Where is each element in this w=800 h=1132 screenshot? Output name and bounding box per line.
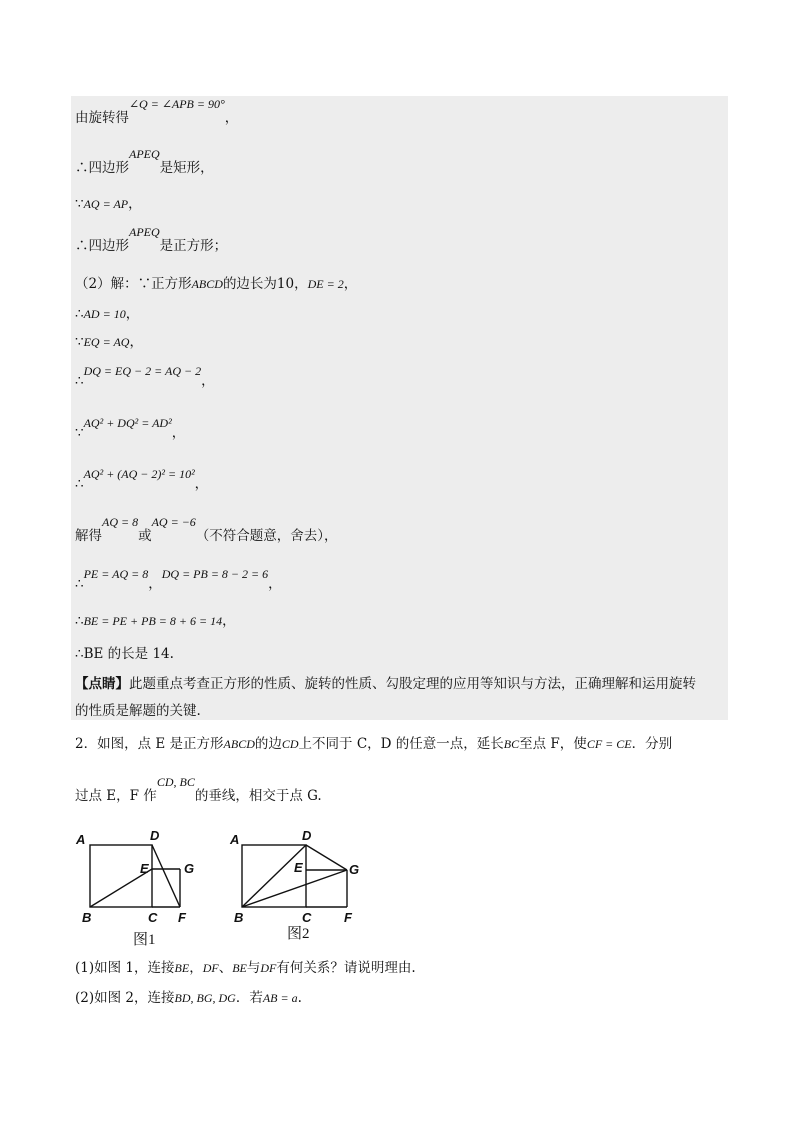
- fig1-label-g: G: [184, 861, 195, 876]
- fig2-label-e: E: [294, 860, 303, 875]
- figure-1-caption: 图1: [133, 932, 156, 948]
- fig1-label-f: F: [178, 910, 186, 925]
- solution-line-9: ∵AQ² + DQ² = AD²，: [75, 416, 186, 441]
- segment-bg: [242, 870, 347, 907]
- fig1-label-c: C: [148, 910, 158, 925]
- fig1-label-e: E: [140, 861, 149, 876]
- fig2-label-g: G: [349, 862, 360, 877]
- figure-2-caption: 图2: [287, 926, 310, 942]
- solution-line-6: ∴AD = 10，: [75, 306, 140, 322]
- fig1-label-a: A: [76, 832, 86, 847]
- fig2-label-a: A: [230, 832, 240, 847]
- segment-df: [152, 845, 180, 907]
- problem-line-1: 2．如图，点 E 是正方形ABCD的边CD上不同于 C，D 的任意一点，延长BC至点 F，使CF = CE．分别: [75, 736, 673, 752]
- fig2-label-d: D: [302, 828, 312, 843]
- solution-line-4: ∴四边形APEQ是正方形；: [75, 225, 228, 254]
- solution-line-11: 解得AQ = 8或AQ = −6（不符合题意，舍去），: [75, 515, 338, 544]
- solution-line-10: ∴AQ² + (AQ − 2)² = 10²，: [75, 467, 209, 492]
- question-1: (1)如图 1，连接BE，DF、BE与DF有何关系？请说明理由.: [75, 960, 416, 976]
- solution-line-7: ∵EQ = AQ，: [75, 334, 143, 350]
- fig1-label-b: B: [82, 910, 92, 925]
- fig1-label-d: D: [150, 828, 160, 843]
- solution-line-2: ∴四边形APEQ是矩形，: [75, 147, 214, 176]
- solution-line-13: ∴BE = PE + PB = 8 + 6 = 14，: [75, 613, 236, 629]
- segment-dg: [306, 845, 347, 870]
- question-2: (2)如图 2，连接BD, BG, DG．若AB = a.: [75, 990, 302, 1006]
- solution-line-5: （2）解：∵正方形ABCD的边长为10，DE = 2，: [75, 276, 358, 292]
- problem-line-2: 过点 E，F 作CD, BC的垂线，相交于点 G.: [75, 775, 322, 804]
- solution-line-1: 由旋转得∠Q = ∠APB = 90°，: [75, 97, 239, 126]
- square-abcd: [90, 845, 152, 907]
- figure-1: [72, 826, 212, 938]
- solution-line-8: ∴DQ = EQ − 2 = AQ − 2，: [75, 364, 215, 389]
- fig2-label-c: C: [302, 910, 312, 925]
- solution-line-3: ∵AQ = AP，: [75, 196, 142, 212]
- fig2-label-b: B: [234, 910, 244, 925]
- segment-bd: [242, 845, 306, 907]
- solution-line-14: ∴BE 的长是 14.: [75, 646, 174, 662]
- fig2-label-f: F: [344, 910, 352, 925]
- solution-line-12: ∴PE = AQ = 8，DQ = PB = 8 − 2 = 6，: [75, 567, 282, 592]
- comment-line-2: 的性质是解题的关键.: [75, 703, 201, 719]
- comment-line-1: 【点睛】此题重点考查正方形的性质、旋转的性质、勾股定理的应用等知识与方法，正确理解和运用旋转: [75, 676, 696, 692]
